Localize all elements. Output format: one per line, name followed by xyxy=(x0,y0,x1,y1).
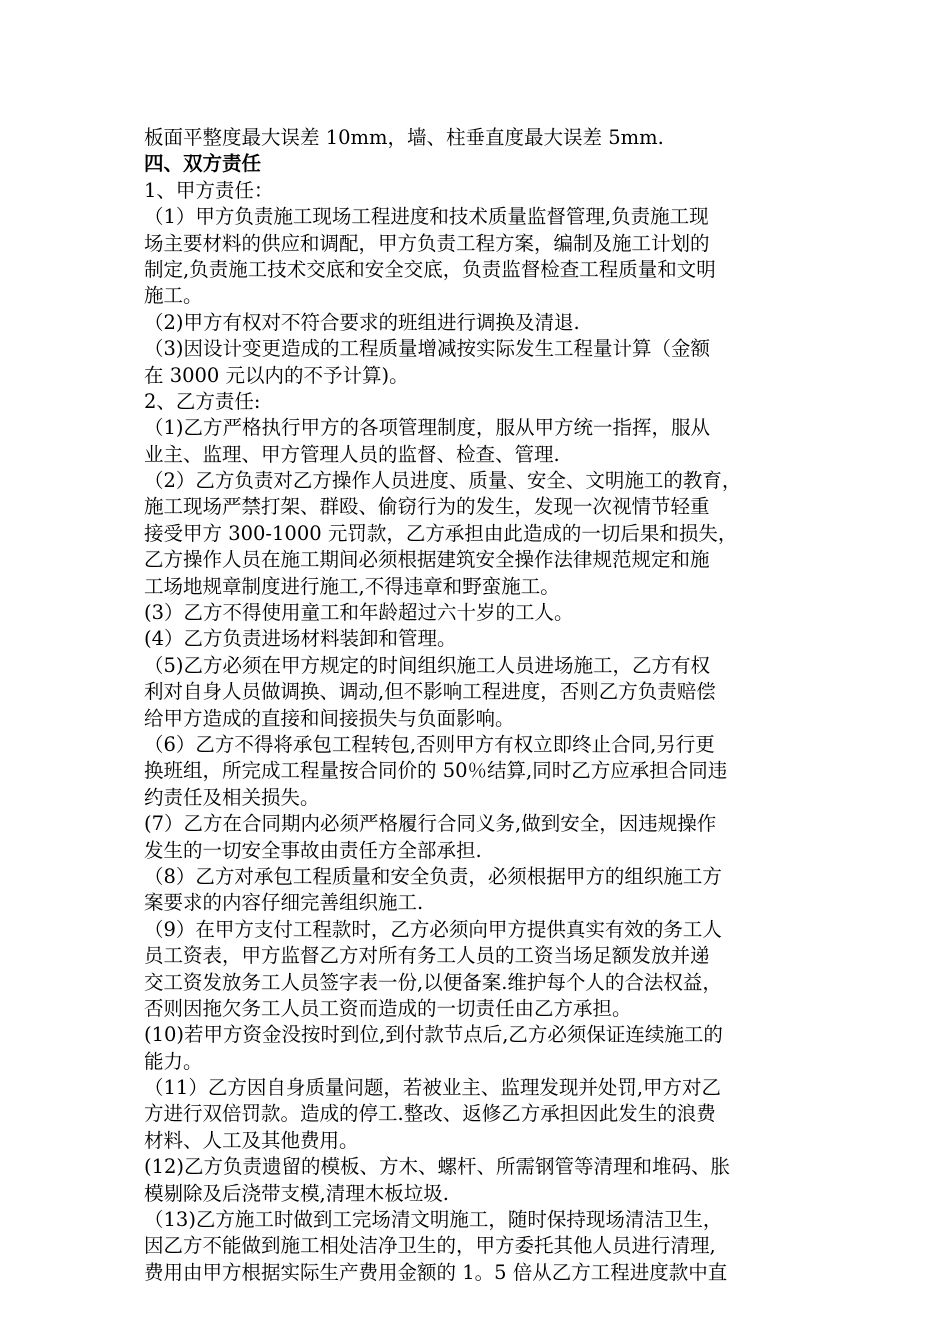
text-line: 材料、人工及其他费用。 xyxy=(144,1128,359,1152)
text-line: 乙方操作人员在施工期间必须根据建筑安全操作法律规范规定和施 xyxy=(144,548,710,572)
text-line: 接受甲方 300-1000 元罚款，乙方承担由此造成的一切后果和损失， xyxy=(144,521,738,545)
text-line: 板面平整度最大误差 10mm，墙、柱垂直度最大误差 5mm. xyxy=(144,126,664,149)
text-line: 案要求的内容仔细完善组织施工. xyxy=(144,891,424,915)
subsection-heading: 1、甲方责任： xyxy=(144,178,274,202)
text-line: 施工。 xyxy=(144,284,203,308)
text-line: 施工现场严禁打架、群殴、偷窃行为的发生，发现一次视情节轻重 xyxy=(144,495,710,519)
text-line: （6）乙方不得将承包工程转包,否则甲方有权立即终止合同,另行更 xyxy=(144,732,715,756)
text-line: （5)乙方必须在甲方规定的时间组织施工人员进场施工，乙方有权 xyxy=(144,653,711,677)
text-line: (10)若甲方资金没按时到位,到付款节点后,乙方必须保证连续施工的 xyxy=(144,1023,723,1047)
text-line: 业主、监理、甲方管理人员的监督、检查、管理. xyxy=(144,442,560,466)
text-line: （11）乙方因自身质量问题，若被业主、监理发现并处罚,甲方对乙 xyxy=(144,1076,722,1100)
text-line: 场主要材料的供应和调配，甲方负责工程方案，编制及施工计划的 xyxy=(144,231,710,255)
text-line: （1）甲方负责施工现场工程进度和技术质量监督管理,负责施工现 xyxy=(144,205,709,229)
text-line: （13)乙方施工时做到工完场清文明施工，随时保持现场清洁卫生， xyxy=(144,1208,723,1232)
text-line: （8）乙方对承包工程质量和安全负责，必须根据甲方的组织施工方 xyxy=(144,864,722,888)
document-page xyxy=(144,125,814,1286)
text-line: 否则因拖欠务工人员工资而造成的一切责任由乙方承担。 xyxy=(144,996,632,1020)
text-line: 因乙方不能做到施工相处洁净卫生的，甲方委托其他人员进行清理, xyxy=(144,1234,716,1258)
text-line: 方进行双倍罚款。造成的停工.整改、返修乙方承担因此发生的浪费 xyxy=(144,1102,716,1126)
text-line: 给甲方造成的直接和间接损失与负面影响。 xyxy=(144,706,515,730)
text-line: （2）乙方负责对乙方操作人员进度、质量、安全、文明施工的教育， xyxy=(144,469,742,493)
text-line: （1)乙方严格执行甲方的各项管理制度，服从甲方统一指挥，服从 xyxy=(144,416,711,440)
section-heading: 四、双方责任 xyxy=(144,152,262,176)
text-line: 在 3000 元以内的不予计算)。 xyxy=(144,363,409,387)
text-line: 交工资发放务工人员签字表一份,以便备案.维护每个人的合法权益， xyxy=(144,970,722,994)
text-line: 员工资表，甲方监督乙方对所有务工人员的工资当场足额发放并递 xyxy=(144,944,710,968)
text-line: 约责任及相关损失。 xyxy=(144,785,320,809)
text-line: 换班组，所完成工程量按合同价的 50％结算,同时乙方应承担合同违 xyxy=(144,759,728,783)
text-line: 发生的一切安全事故由责任方全部承担. xyxy=(144,838,482,862)
subsection-heading: 2、乙方责任: xyxy=(144,389,261,413)
text-line: （3)因设计变更造成的工程质量增减按实际发生工程量计算（金额 xyxy=(144,337,711,361)
text-line: (12)乙方负责遗留的模板、方木、螺杆、所需钢管等清理和堆码、胀 xyxy=(144,1155,731,1179)
text-line: 制定,负责施工技术交底和安全交底，负责监督检查工程质量和文明 xyxy=(144,257,716,281)
text-line: (4）乙方负责进场材料装卸和管理。 xyxy=(144,627,457,651)
text-line: 利对自身人员做调换、调动,但不影响工程进度，否则乙方负责赔偿 xyxy=(144,680,716,704)
text-line: （2)甲方有权对不符合要求的班组进行调换及清退. xyxy=(144,310,580,334)
text-line: 能力。 xyxy=(144,1049,203,1073)
text-line: 工场地规章制度进行施工,不得违章和野蛮施工。 xyxy=(144,574,560,598)
text-line: 模剔除及后浇带支模,清理木板垃圾. xyxy=(144,1181,449,1205)
text-line: （9）在甲方支付工程款时，乙方必须向甲方提供真实有效的务工人 xyxy=(144,917,722,941)
text-line: 费用由甲方根据实际生产费用金额的 1。5 倍从乙方工程进度款中直 xyxy=(144,1260,728,1284)
text-line: (7）乙方在合同期内必须严格履行合同义务,做到安全，因违规操作 xyxy=(144,812,717,836)
text-line: (3）乙方不得使用童工和年龄超过六十岁的工人。 xyxy=(144,601,574,625)
